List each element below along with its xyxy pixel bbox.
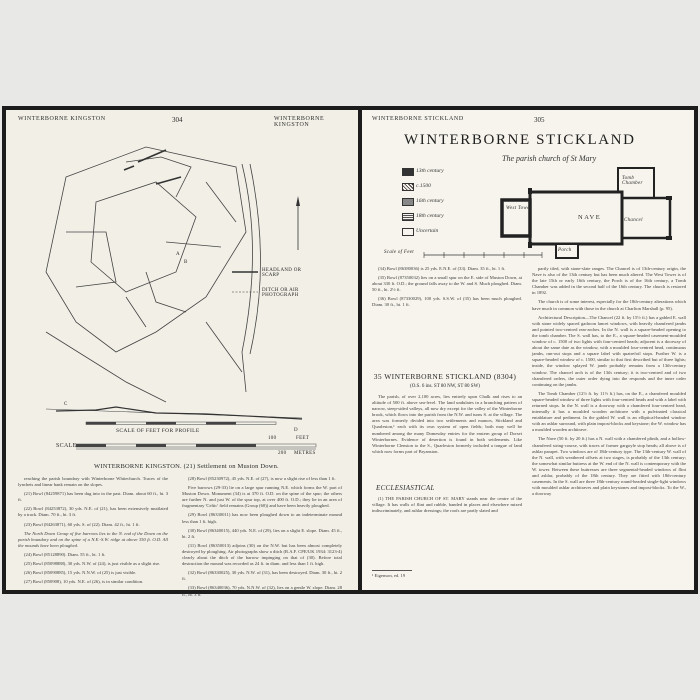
paragraph: Five barrows (29-33) lie on a large spur running N.E. which forms the W. part of Muston Down. Monument (34) is at 370 ft. O.D. on the spine of the spur; the others are further N. and just W. of the spur top, at over 400 ft. O.D.; they lie in an area of fragmentary 'Celtic' field remains (Group (60)) and have been heavily ploughed. [182,485,342,509]
plan-scale-label: Scale of Feet [384,250,414,255]
paragraph: reaching the parish boundary with Winterborne Whitechurch. Traces of the lynchets and linear bank remain on the slopes. [18,476,168,488]
map-label-a: A [176,252,180,257]
map-label-d: D [294,428,298,433]
section-subheading: (O.S. 6 ins. ST 80 NW, ST 80 SW) [410,384,480,389]
legend-swatch [402,228,414,236]
map-label-c: C [64,402,68,407]
map-label-b: B [184,260,188,265]
scale-feet: FEET [296,436,310,441]
left-page-number: 304 [172,116,183,124]
paragraph: (30) Bowl (86340015), 440 yds. N.E. of (29), lies on a slight E. slope. Diam. 45 ft., ht. 2 ft. [182,527,342,539]
paragraph: (24) Bowl (85128890). Diam. 55 ft., ht. 1 ft. [24,551,106,557]
profile-scale-label: SCALE OF FEET FOR PROFILE [116,428,200,434]
scale-200: 200 [278,451,287,456]
right-column-1b [372,394,522,482]
left-column-1 [18,476,168,586]
paragraph: (28) Bowl (85230972), 45 yds. N.E. of (27), is now a slight rise of less than 1 ft. [188,476,336,481]
paragraph: (1) THE PARISH CHURCH OF ST. MARY stands near the centre of the village. It has walls of flint and rubble, banded in places and elsewhere mixed indiscriminately, and ashlar dressings; the roofs are partly slated and [372,496,522,514]
plan-scale-bar [424,251,544,259]
left-column-2 [182,476,342,597]
paragraph: (26) Bowl (85090885), 15 yds. N.N.W. of (25) is just visible. [24,570,137,576]
right-page [362,110,694,590]
scale-label: SCALE [56,443,77,449]
plan-label-porch: Porch [558,248,572,253]
paragraph: (22) Bowl (84253872), 30 yds. N.E. of (21), has been extensively mutilated by a track. Diam. 70 ft., ht. 3 ft. [18,506,168,518]
left-page [6,110,358,597]
legend-ditch: DITCH OR AIR PHOTOGRAPH [262,288,299,298]
legend-swatch [402,198,414,206]
book-spread [2,106,698,597]
right-column-1 [372,266,522,366]
paragraph: The Nave (50 ft. by 20 ft.) has a N. wall with a chamfered plinth, and a hollow-chamfered string-course, with traces of former gargoyle stop heads; all above is of ashlar parapet. Two windows are of 18th-century type. The 13th-century W. wall of the N. wall, with weathered offsets at two stages, is probably of the 13th century; the somewhat similar buttress at the W. end of the N. wall is contemporary with the W. tower. Between these buttresses are three segmental-headed windows of flint and ashlar, probably of the 18th century. They are fitted with 18th-century casements. In the S. wall are three 18th-century round-headed single-light windows with moulded ashlar architraves and plain keystones and impost-blocks. To the W., a doorway [532,436,686,497]
figure-caption: WINTERBORNE KINGSTON. (21) Settlement on Muston Down. [94,463,279,470]
legend-swatch [402,168,414,176]
paragraph: (32) Bowl (86330025), 30 yds. N.W. of (31), has been destroyed. Diam. 30 ft., ht. 2 ft. [182,570,342,582]
paragraph: The parish, of over 2,100 acres, lies entirely upon Chalk and rises to an altitude of 500 ft. above sea-level. The land undulates in a branching pattern of narrow, steep-sided valleys, all now dry except for the valley of the Winterborne brook, which flows into the parish from the N.W. and turns S. at the village. The area was formerly divided into two settlements and manors, Stickland and Quarleston,¹ each with its own system of open fields; both may well be numbered among the many Domesday entries for the eastern group of Dorset Winterbornes. Evidence of desertion is found in both settlements. Like Winterborne Clenston to the S., Quarleston formerly included a tongue of land which now forms part of Bryanston. [372,394,522,454]
left-running-head-right: WINTERBORNE KINGSTON [274,116,325,128]
right-column-1c [372,496,522,566]
right-column-2 [532,266,686,584]
page-title: WINTERBORNE STICKLAND [404,132,636,148]
paragraph: (27) Bowl (850908), 10 yds. N.E. of (26), is in similar condition. [24,579,144,585]
legend-item: 18th century [416,213,444,219]
paragraph: The North Down Group of five barrows lies to the N. end of the Down on the parish boundary and on the spine of a N.E.-S.W. ridge at above 350 ft. O.D. All the mounds have been ploughed. [18,530,168,548]
paragraph: The church is of some interest, especially for the 18th-century alterations which have much in common with those in the church at Charlton Marshall (p. 95). [532,299,686,311]
scale-metres: METRES [294,451,316,456]
left-running-head: WINTERBORNE KINGSTON [18,116,106,122]
paragraph: (29) Bowl (86330011) has now been ploughed down to an indeterminate mound less than 1 ft. high. [182,512,342,524]
paragraph: (36) Bowl (87330029), 100 yds. S.S.W. of (35) has been much ploughed. Diam. 30 ft., ht. 1 ft. [372,296,522,308]
legend-item: Uncertain [416,228,439,234]
plan-label-chancel: Chancel [624,218,643,223]
right-running-head: WINTERBORNE STICKLAND [372,116,464,122]
legend-swatch [402,183,414,191]
legend-item: 13th century [416,168,444,174]
plan-label-nave: NAVE [578,214,602,221]
settlement-plan [6,122,358,452]
footnote-rule [372,570,412,571]
legend-item: c.1500 [416,183,431,189]
paragraph: (35) Bowl (87350032) lies on a small spur on the E. side of Muston Down, at about 330 ft. O.D.; the ground falls away to the W. and S. Much ploughed. Diam. 50 ft., ht. 2½ ft. [372,275,522,293]
paragraph: (23) Bowl (84263871), 60 yds. S. of (22). Diam. 42 ft., ht. 1 ft. [24,521,140,527]
footnote: ¹ Eigenson, ed. 19 [372,573,406,578]
legend-swatch [402,213,414,221]
paragraph: (33) Bowl (86340036), 70 yds. N.N.W. of (32), lies on a gentle W. slope. Diam. 28 ft., ht. 3 ft. [182,585,342,597]
paragraph: (31) Bowl (86350013) adjoins (30) on the N.W. but has been almost completely destroyed by ploughing. Air photographs show a ditch (R.A.F. CPE/UK 1934: 3123-4) clearly about the ditch of the barrow impinging on that of (30). Before total destruction the mound was recorded as 24 ft. in diam. and less than 1 ft. high. [182,542,342,567]
ecclesiastical-heading: ECCLESIASTICAL [376,484,435,492]
paragraph: Architectural Description—The Chancel (22 ft. by 15½ ft.) has a gabled E. wall with stone widely spaced gadroon lancet windows, with heavily chamfered jambs and pointed two-centred rear-arches. In the N. wall is a square-headed opening to the tomb chamber. The S. wall has, to the E., a square-headed casement-moulded window of c. 1500 of two lights with four-centred heads; adjacent is a doorway of about the same date as the window, with a moulded four-centred head, continuous jambs, run-out stops and a square label with quatrefoil stops. Further W. is a square-headed window of c. 1500, similar to that first described but of three lights; inside, the window splayed W. jamb probably remains from a 13th-century window. The chancel arch is of the 13th century; it is two-centred and of two chamfered orders, the outer order dying into the responds and the inner order continuing on the jambs. [532,314,686,387]
scale-100: 100 [268,436,277,441]
plan-subtitle: The parish church of St Mary [502,154,597,163]
paragraph: (25) Bowl (85098888), 30 yds. N.W. of (24), is just visible as a slight rise. [24,561,161,567]
legend-item: 16th century [416,198,444,204]
plan-label-tomb-chamber: Tomb Chamber [622,176,643,186]
legend-headland: HEADLAND OR SCARP [262,268,302,278]
paragraph: (21) Bowl (84259871) has been dug into in the past. Diam. about 60 ft., ht. 3 ft. [18,491,168,503]
paragraph: (34) Bowl (86380036) is 25 yds. E.N.E. of (33). Diam. 35 ft., ht. 1 ft. [378,266,506,271]
plan-label-west-tower: West Tower [506,206,532,211]
section-heading: 35 WINTERBORNE STICKLAND (8304) [373,372,517,381]
paragraph: partly tiled, with stone-slate ranges. The Chancel is of 13th-century origin, the Nave is also of the 13th century but has been much altered. The West Tower is of the late 15th or early 16th century, the Porch is of the 16th century, a Tomb Chamber was added in the second half of the 16th century. The church is restored in 1892. [532,266,686,296]
right-page-number: 305 [534,116,545,124]
paragraph: The Tomb Chamber (12½ ft. by 11½ ft.) has, on the E., a chamfered moulded square-headed window of three lights with four-centred heads and with a label with returned stops. In the N. wall is a doorway with a chamfered four-centred head, internally it has a moulded wooden architrave with a pulvinated classical entablature and pediment. In the gabled W. wall is an elliptical-headed window with an ashlar surround, with plain impost-blocks and keystone; the W. window has a moulded wooden architrave. [532,390,686,433]
